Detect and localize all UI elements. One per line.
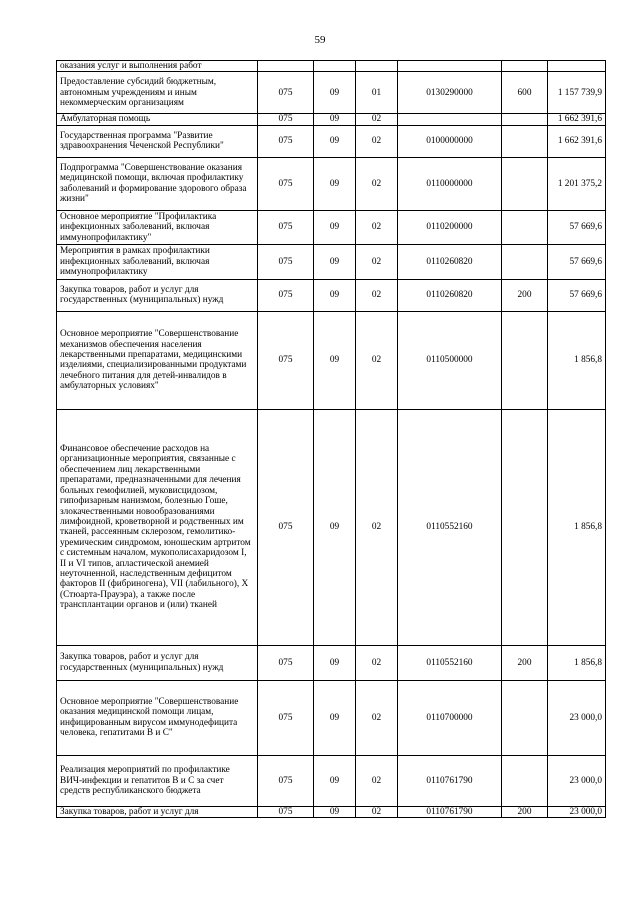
expense-type-cell [502,157,548,210]
target-article-cell: 0100000000 [398,125,502,157]
table-row [57,210,606,244]
expense-type-cell [502,755,548,806]
table-row [57,157,606,210]
table-row [57,114,606,125]
expense-type-cell: 200 [502,806,548,817]
row-name-cell: Основное мероприятие "Совершенствование механизмов обеспечения населения лекарственными препаратами, медицинскими изделиями, специализированными продуктами лечебного питания для детей-инвалидов в амбулаторных условиях" [57,311,258,409]
ministry-code-cell: 075 [258,806,314,817]
expense-type-cell [502,114,548,125]
ministry-code-cell [258,61,314,72]
ministry-code-cell: 075 [258,114,314,125]
row-name-cell: Закупка товаров, работ и услуг для [57,806,258,817]
row-name-cell: Государственная программа "Развитие здравоохранения Чеченской Республики" [57,125,258,157]
ministry-code-cell: 075 [258,125,314,157]
amount-cell: 1 662 391,6 [548,114,606,125]
row-name-cell: Основное мероприятие "Профилактика инфекционных заболеваний, включая иммунопрофилактику" [57,210,258,244]
target-article-cell: 0110200000 [398,210,502,244]
section-code-cell: 09 [314,244,356,279]
row-name-cell: Реализация мероприятий по профилактике ВИЧ-инфекции и гепатитов B и C за счет средств республиканского бюджета [57,755,258,806]
target-article-cell [398,61,502,72]
amount-cell: 23 000,0 [548,806,606,817]
section-code-cell: 09 [314,279,356,311]
ministry-code-cell: 075 [258,157,314,210]
row-name-cell: Закупка товаров, работ и услуг для государственных (муниципальных) нужд [57,279,258,311]
subsection-code-cell: 02 [356,755,398,806]
ministry-code-cell: 075 [258,244,314,279]
subsection-code-cell: 02 [356,114,398,125]
table-row [57,680,606,755]
subsection-code-cell [356,61,398,72]
table-row [57,61,606,72]
subsection-code-cell: 02 [356,210,398,244]
row-name-cell: Финансовое обеспечение расходов на организационные мероприятия, связанные с обеспечением лиц лекарственными препаратами, предназначенными для лечения больных гемофилией, муковисцидозом, гипофизарным нанизмом, болезнью Гоше, злокачественными новообразованиями лимфоидной, кроветворной и родственных им тканей, рассеянным склерозом, гемолитико-уремическим синдромом, юношеским артритом с системным началом, мукополисахаридозом I, II и VI типов, апластической анемией неуточненной, наследственным дефицитом факторов II (фибриногена), VII (лабильного), X (Стюарта-Прауэра), а также после трансплантации органов и (или) тканей [57,409,258,645]
budget-table [56,60,606,818]
subsection-code-cell: 02 [356,157,398,210]
table-row [57,409,606,645]
row-name-cell: Подпрограмма "Совершенствование оказания медицинской помощи, включая профилактику заболеваний и формирование здорового образа жизни" [57,157,258,210]
amount-cell: 1 856,8 [548,409,606,645]
amount-cell [548,61,606,72]
table-row [57,755,606,806]
ministry-code-cell: 075 [258,311,314,409]
expense-type-cell: 200 [502,279,548,311]
subsection-code-cell: 02 [356,311,398,409]
expense-type-cell [502,311,548,409]
amount-cell: 57 669,6 [548,210,606,244]
expense-type-cell [502,680,548,755]
expense-type-cell: 600 [502,72,548,114]
target-article-cell: 0110761790 [398,755,502,806]
section-code-cell: 09 [314,72,356,114]
section-code-cell: 09 [314,680,356,755]
amount-cell: 1 201 375,2 [548,157,606,210]
row-name-cell: оказания услуг и выполнения работ [57,61,258,72]
subsection-code-cell: 02 [356,279,398,311]
expense-type-cell [502,61,548,72]
section-code-cell: 09 [314,114,356,125]
ministry-code-cell: 075 [258,645,314,680]
section-code-cell: 09 [314,755,356,806]
target-article-cell: 0110552160 [398,409,502,645]
expense-type-cell [502,244,548,279]
ministry-code-cell: 075 [258,755,314,806]
table-row [57,806,606,817]
budget-table-body [57,61,606,818]
amount-cell: 1 856,8 [548,645,606,680]
row-name-cell: Мероприятия в рамках профилактики инфекционных заболеваний, включая иммунопрофилактику [57,244,258,279]
row-name-cell: Предоставление субсидий бюджетным, автономным учреждениям и иным некоммерческим организациям [57,72,258,114]
table-row [57,311,606,409]
table-row [57,279,606,311]
subsection-code-cell: 02 [356,806,398,817]
section-code-cell: 09 [314,645,356,680]
row-name-cell: Амбулаторная помощь [57,114,258,125]
amount-cell: 23 000,0 [548,755,606,806]
amount-cell: 1 856,8 [548,311,606,409]
section-code-cell: 09 [314,210,356,244]
table-row [57,72,606,114]
row-name-cell: Закупка товаров, работ и услуг для государственных (муниципальных) нужд [57,645,258,680]
section-code-cell: 09 [314,806,356,817]
page-number: 59 [314,34,326,46]
section-code-cell [314,61,356,72]
row-name-cell: Основное мероприятие "Совершенствование оказания медицинской помощи лицам, инфицированным вирусом иммунодефицита человека, гепатитами B и C" [57,680,258,755]
target-article-cell: 0110260820 [398,279,502,311]
subsection-code-cell: 02 [356,680,398,755]
target-article-cell: 0110700000 [398,680,502,755]
amount-cell: 1 157 739,9 [548,72,606,114]
subsection-code-cell: 02 [356,409,398,645]
ministry-code-cell: 075 [258,409,314,645]
target-article-cell: 0130290000 [398,72,502,114]
expense-type-cell [502,125,548,157]
section-code-cell: 09 [314,125,356,157]
section-code-cell: 09 [314,311,356,409]
expense-type-cell: 200 [502,645,548,680]
section-code-cell: 09 [314,409,356,645]
subsection-code-cell: 02 [356,645,398,680]
ministry-code-cell: 075 [258,680,314,755]
target-article-cell: 0110761790 [398,806,502,817]
ministry-code-cell: 075 [258,72,314,114]
table-row [57,125,606,157]
ministry-code-cell: 075 [258,279,314,311]
subsection-code-cell: 02 [356,244,398,279]
target-article-cell [398,114,502,125]
target-article-cell: 0110000000 [398,157,502,210]
amount-cell: 23 000,0 [548,680,606,755]
subsection-code-cell: 02 [356,125,398,157]
ministry-code-cell: 075 [258,210,314,244]
target-article-cell: 0110260820 [398,244,502,279]
amount-cell: 57 669,6 [548,244,606,279]
table-row [57,244,606,279]
amount-cell: 1 662 391,6 [548,125,606,157]
amount-cell: 57 669,6 [548,279,606,311]
target-article-cell: 0110500000 [398,311,502,409]
section-code-cell: 09 [314,157,356,210]
table-row [57,645,606,680]
expense-type-cell [502,409,548,645]
expense-type-cell [502,210,548,244]
subsection-code-cell: 01 [356,72,398,114]
target-article-cell: 0110552160 [398,645,502,680]
